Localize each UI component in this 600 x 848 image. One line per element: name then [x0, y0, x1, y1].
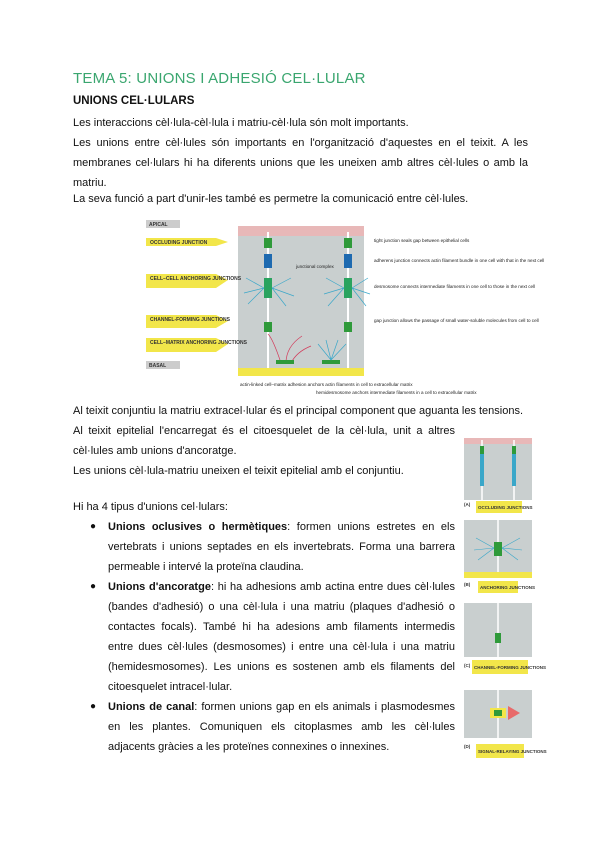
svg-text:(D): (D)	[464, 744, 471, 749]
epithelial-cells	[238, 226, 364, 376]
paragraph-7: Hi ha 4 tipus d'unions cel·lulars:	[73, 501, 228, 513]
channel-forming-figure	[464, 603, 546, 683]
annotation-actin-matrix: actin-linked cell–matrix adhesion anchors actin filaments in cell to extracellular matrix	[240, 382, 413, 387]
svg-text:desmosome connects intermediat: desmosome connects intermediate filaments in one cell to those in the next cell	[374, 284, 536, 289]
paragraph-1: Les interaccions cèl·lula-cèl·lula i matriu-cèl·lula són molt importants.	[73, 117, 409, 129]
list-item: ● Unions d'ancoratge: hi ha adhesions amb actina entre dues cèl·lules (bandes d'adhesió) o una cèl·lula i una matriu (plaques d'adhesió o contactes focals). També hi ha adesions amb filaments intermedis entre dues cèl·lules (desmosomes) i entre una cèl·lula i una matriu (hemidesmosomes). Les unions es sostenen amb els filaments del citoesquelet intracel·lular.	[90, 581, 455, 693]
label-cell-matrix: CELL–MATRIX ANCHORING JUNCTIONS	[150, 340, 247, 346]
label-cell-cell-junctions: CELL–CELL ANCHORING JUNCTIONS	[150, 276, 242, 282]
list-item: ● Unions de canal: formen unions gap en els animals i plasmodesmes en les plantes. Comuniquen els citoplasmes amb les cèl·lules adjacents gràcies a les proteïnes connexines o innexines.	[90, 701, 455, 753]
basal-label: BASAL	[149, 363, 167, 369]
svg-text:adherens junction connects act: adherens junction connects actin filament bundle in one cell with that in the next cell	[374, 258, 545, 263]
svg-text:tight junction seals gap betwe: tight junction seals gap between epithelial cells	[374, 238, 470, 243]
anchoring-junction-figure	[464, 520, 536, 598]
svg-text:CHANNEL-FORMING JUNCTIONS: CHANNEL-FORMING JUNCTIONS	[474, 665, 546, 670]
list-item: ● Unions oclusives o hermètiques: formen unions estretes en els vertebrats i unions septades en els invertebrats. Forma una barrera permeable i intervé la proteïna claudina.	[90, 521, 455, 573]
bullet-text-anchoring: : hi ha adhesions amb actina entre dues cèl·lules (bandes d'adhesió) o una cèl·lula i una matriu (plaques d'adhesió o contactes focals). També hi ha adesions amb filaments intermedis entre dues cèl·lules (desmosomes) i entre una cèl·lula i una matriu (hemidesmosomes). Les unions es sostenen amb els filaments del citoesquelet intracel·lular.	[108, 581, 455, 693]
paragraph-5: Al teixit epitelial l'encarregat és el citoesquelet de la cèl·lula, unit a altres cèl·lules amb unions d'ancoratge.	[73, 425, 455, 457]
annotation-hemidesmosome: hemidesmosome anchors intermediate filaments in a cell to extracellular matrix	[316, 390, 477, 395]
svg-text:(C): (C)	[464, 663, 471, 668]
junctional-complex-label: junctional complex	[296, 264, 334, 269]
label-occluding-junction: OCCLUDING JUNCTION	[150, 240, 208, 246]
svg-text:(A): (A)	[464, 502, 471, 507]
bullet-text-channel: : formen unions gap en els animals i plasmodesmes en les plantes. Comuniquen els citoplasmes amb les cèl·lules adjacents gràcies a les proteïnes connexines o innexines.	[108, 701, 455, 753]
svg-text:SIGNAL-RELAYING JUNCTIONS: SIGNAL-RELAYING JUNCTIONS	[478, 749, 547, 754]
bullet-term-channel: Unions de canal	[108, 701, 195, 713]
page-title: TEMA 5: UNIONS I ADHESIÓ CEL·LULAR	[73, 70, 366, 87]
svg-text:OCCLUDING JUNCTIONS: OCCLUDING JUNCTIONS	[478, 505, 533, 510]
junction-types-list	[90, 517, 455, 757]
cell-junctions-figure	[146, 218, 545, 398]
paragraph-3: La seva funció a part d'unir-les també es permetre la comunicació entre cèl·lules.	[73, 193, 469, 205]
svg-text:ANCHORING JUNCTIONS: ANCHORING JUNCTIONS	[480, 585, 536, 590]
paragraph-2: Les unions entre cèl·lules són importants en l'organització d'aquestes en el teixit. A les membranes cel·lulars hi ha diferents unions que les uneixen amb altres cèl·lules o amb la matriu.	[73, 137, 528, 189]
occluding-junction-figure	[464, 438, 532, 518]
bullet-term-occluding: Unions oclusives o hermètiques	[108, 521, 288, 533]
paragraph-6: Les unions cèl·lula-matriu uneixen el teixit epitelial amb el conjuntiu.	[73, 465, 404, 477]
bullet-term-anchoring: Unions d'ancoratge	[108, 581, 211, 593]
svg-text:gap junction allows the passag: gap junction allows the passage of small water-soluble molecules from cell to cell	[374, 318, 539, 323]
bullet-text-occluding: : formen unions estretes en els vertebrats i unions septades en els invertebrats. Forma una barrera permeable i intervé la proteïna claudina.	[108, 521, 455, 573]
signal-relaying-figure	[464, 690, 547, 760]
label-channel-forming: CHANNEL-FORMING JUNCTIONS	[150, 317, 230, 323]
svg-text:(B): (B)	[464, 582, 471, 587]
apical-label: APICAL	[149, 222, 168, 228]
section-heading: UNIONS CEL·LULARS	[73, 95, 195, 107]
paragraph-4: Al teixit conjuntiu la matriu extracel·lular és el principal component que aguanta les tensions.	[73, 405, 524, 417]
